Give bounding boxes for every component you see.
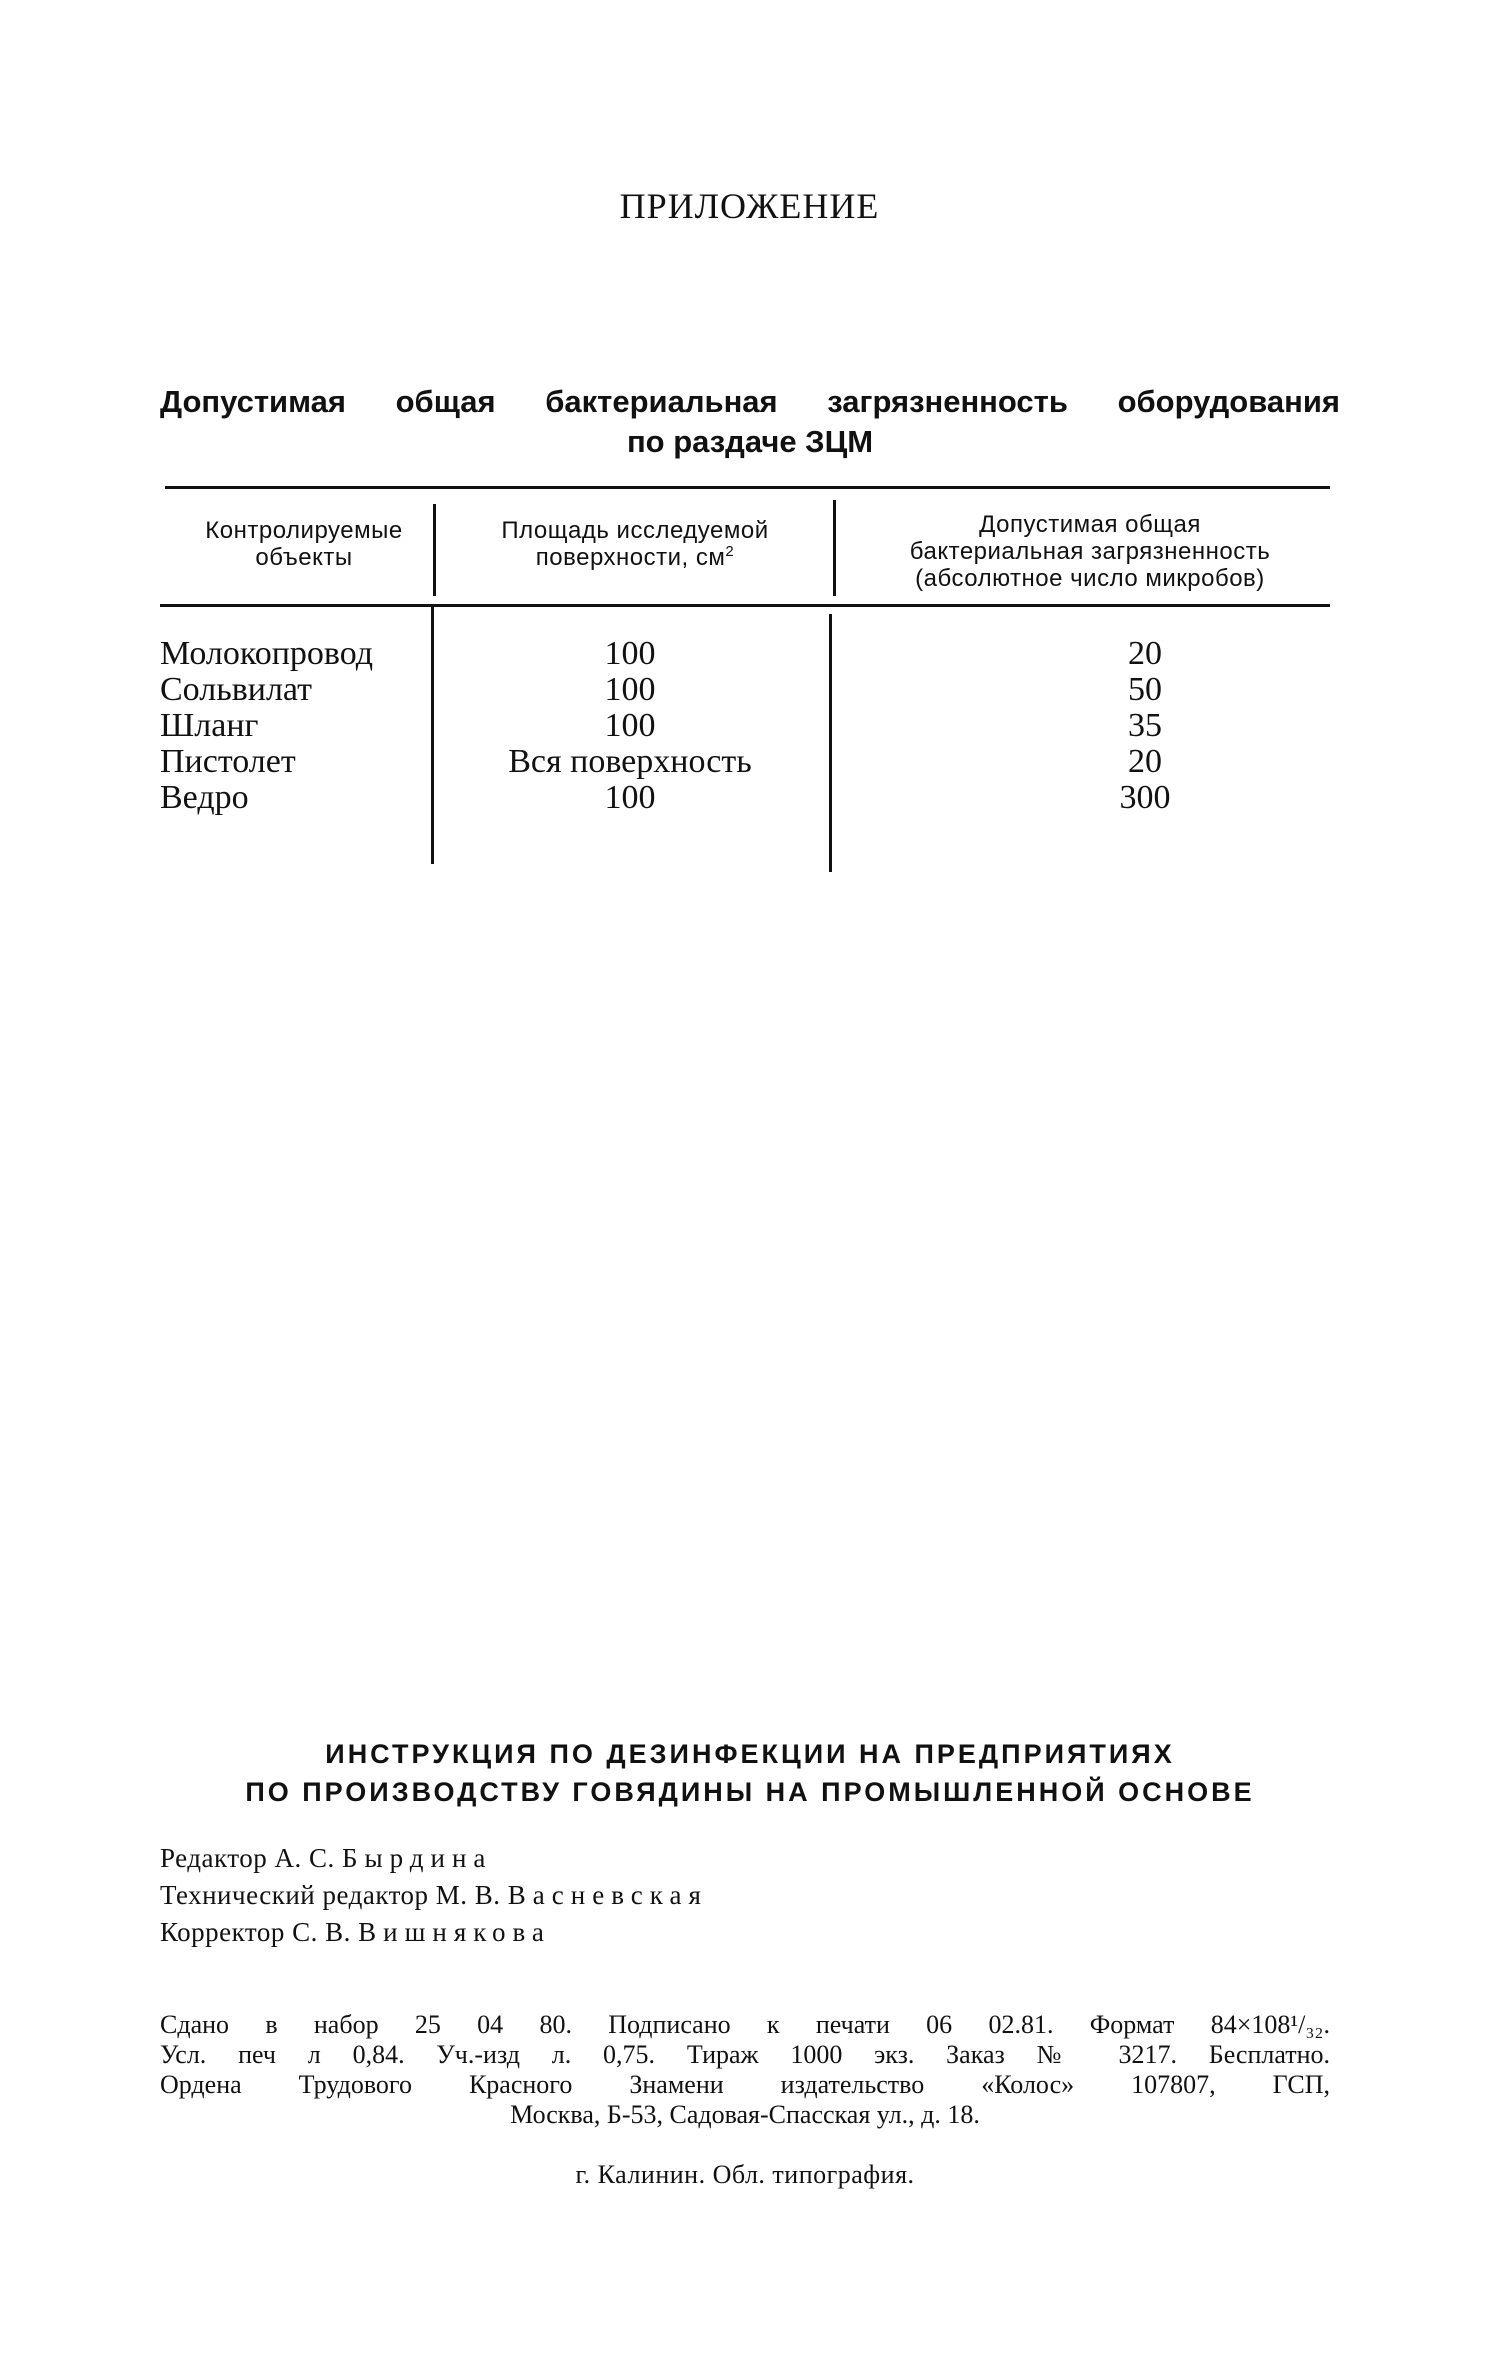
header-area-line-2 bbox=[445, 544, 825, 571]
table-row bbox=[160, 744, 1330, 780]
table-top-rule bbox=[165, 486, 1330, 489]
proofreader-name: Вишнякова bbox=[358, 1917, 551, 1947]
table-header-rule bbox=[160, 604, 1330, 607]
cell-object: Ведро bbox=[160, 779, 249, 816]
instruction-title-line-2: ПО ПРОИЗВОДСТВУ ГОВЯДИНЫ НА ПРОМЫШЛЕННОЙ ОСНОВЕ bbox=[245, 1777, 1255, 1807]
cell-object: Молокопровод bbox=[160, 635, 374, 672]
table-title bbox=[160, 382, 1340, 462]
instruction-title-line-1: ИНСТРУКЦИЯ ПО ДЕЗИНФЕКЦИИ НА ПРЕДПРИЯТИЯХ bbox=[325, 1739, 1175, 1769]
proofreader-role: Корректор С. В. bbox=[160, 1917, 351, 1947]
table-row bbox=[160, 672, 1330, 708]
cell-object: Шланг bbox=[160, 707, 259, 744]
header-objects bbox=[178, 517, 430, 571]
cell-object: Пистолет bbox=[160, 743, 296, 780]
printer-line: г. Калинин. Обл. типография. bbox=[575, 2160, 915, 2189]
proofreader-line bbox=[160, 1914, 708, 1951]
cell-limit: 50 bbox=[1128, 671, 1162, 708]
table-body bbox=[160, 636, 1330, 816]
imprint-line-1: Сдано в набор 25 04 80. Подписано к печати 06 02.81. Формат 84×108¹/₃₂. bbox=[160, 2010, 1330, 2039]
cell-area: 100 bbox=[604, 779, 656, 816]
table-title-line-1: Допустимая общая бактериальная загрязненность оборудования bbox=[160, 384, 1340, 419]
tech-editor-line bbox=[160, 1877, 708, 1914]
tech-editor-role: Технический редактор М. В. bbox=[160, 1880, 501, 1910]
header-limit-line-1: Допустимая общая bbox=[979, 511, 1201, 538]
cell-area: 100 bbox=[604, 707, 656, 744]
header-objects-line-1: Контролируемые bbox=[205, 517, 403, 544]
cell-area: 100 bbox=[604, 635, 656, 672]
cell-area: 100 bbox=[604, 671, 656, 708]
table-row bbox=[160, 636, 1330, 672]
imprint-line-2: Усл. печ л 0,84. Уч.-изд л. 0,75. Тираж 1000 экз. Заказ № 3217. Бесплатно. bbox=[160, 2040, 1330, 2069]
imprint-line-3: Ордена Трудового Красного Знамени издательство «Колос» 107807, ГСП, bbox=[160, 2070, 1330, 2099]
cell-limit: 35 bbox=[1128, 707, 1162, 744]
header-objects-line-2: объекты bbox=[255, 544, 353, 571]
header-allowed-contamination bbox=[850, 511, 1330, 592]
header-area-unit: поверхности, см bbox=[535, 544, 726, 571]
editor-role: Редактор А. С. bbox=[160, 1843, 335, 1873]
header-limit-line-3: (абсолютное число микробов) bbox=[915, 565, 1265, 592]
imprint-block bbox=[160, 2010, 1330, 2130]
imprint-line-4: Москва, Б-53, Садовая-Спасская ул., д. 18. bbox=[510, 2100, 980, 2129]
tech-editor-name: Васневская bbox=[507, 1880, 708, 1910]
header-limit-line-2: бактериальная загрязненность bbox=[909, 538, 1271, 565]
cell-limit: 20 bbox=[1128, 743, 1162, 780]
header-area-superscript: 2 bbox=[725, 543, 735, 560]
table-row bbox=[160, 780, 1330, 816]
instruction-title bbox=[160, 1735, 1340, 1811]
cell-limit: 20 bbox=[1128, 635, 1162, 672]
editor-name: Бырдина bbox=[341, 1843, 493, 1873]
editor-line bbox=[160, 1840, 708, 1877]
table-row bbox=[160, 708, 1330, 744]
column-divider-1-header bbox=[433, 504, 436, 596]
column-divider-2-header bbox=[833, 500, 836, 596]
appendix-title: ПРИЛОЖЕНИЕ bbox=[619, 186, 880, 226]
header-area-line-1: Площадь исследуемой bbox=[501, 517, 769, 544]
cell-object: Сольвилат bbox=[160, 671, 312, 708]
table-title-line-2: по раздаче ЗЦМ bbox=[626, 424, 874, 459]
header-surface-area bbox=[445, 517, 825, 571]
cell-area: Вся поверхность bbox=[508, 743, 752, 780]
cell-limit: 300 bbox=[1119, 779, 1171, 816]
editorial-staff bbox=[160, 1840, 708, 1951]
